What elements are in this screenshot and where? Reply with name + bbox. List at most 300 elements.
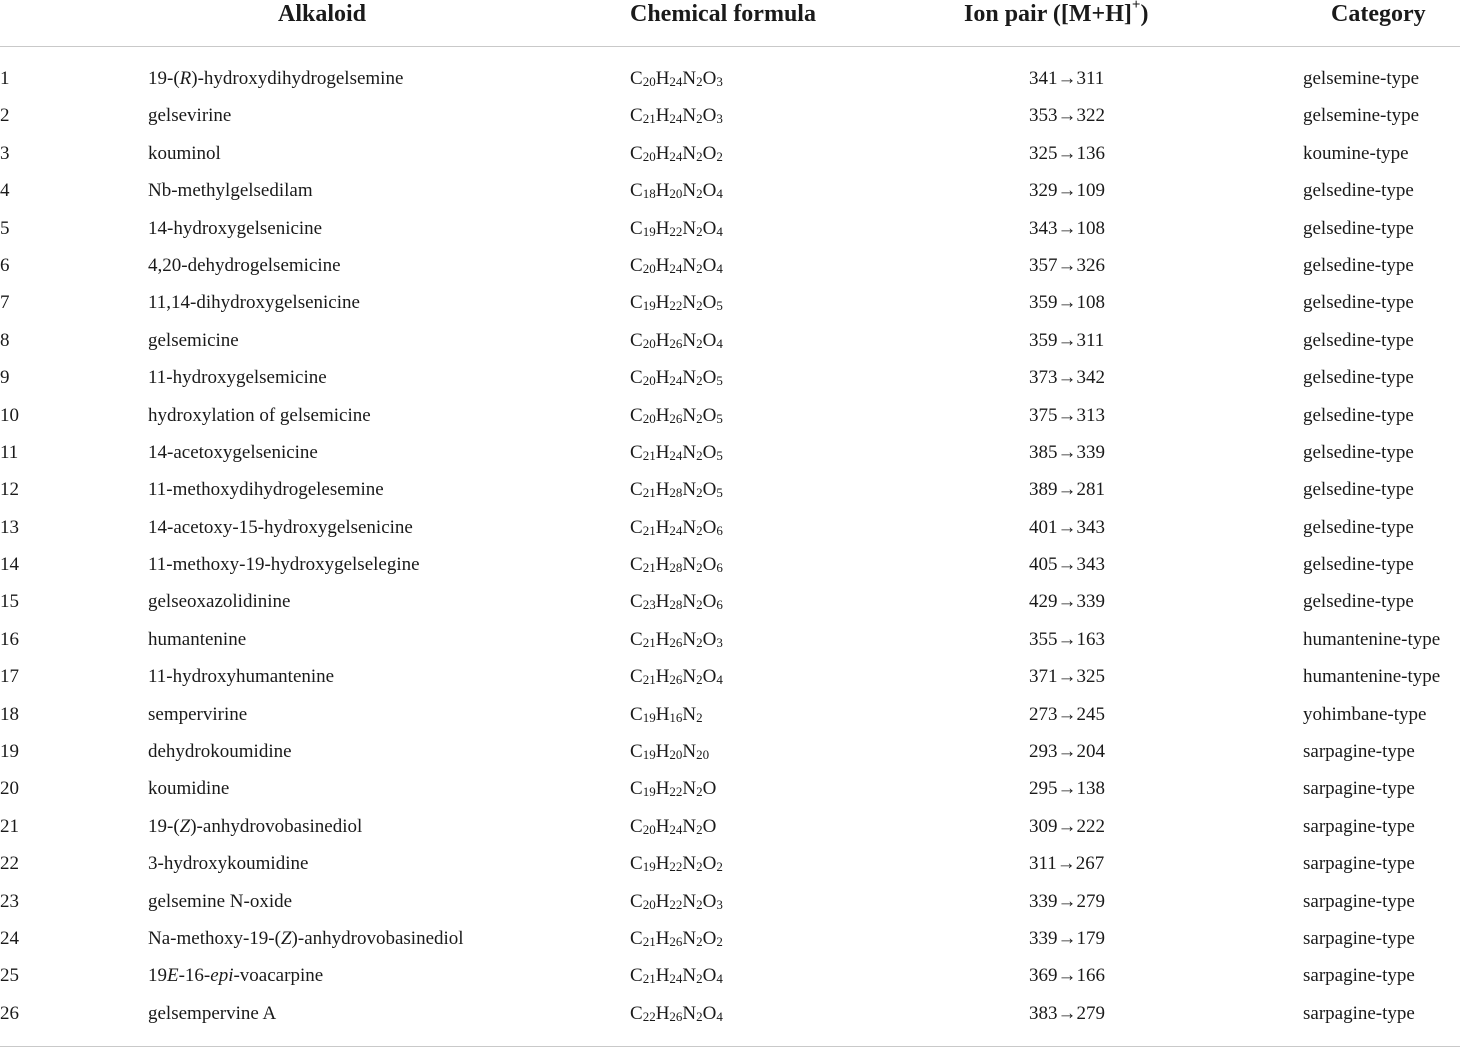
- alkaloid-name-part: epi: [210, 965, 234, 987]
- alkaloid-name-part: gelsempervine A: [148, 1002, 277, 1024]
- formula-element: C: [630, 254, 643, 276]
- chemical-formula: [630, 210, 723, 247]
- formula-element: O: [702, 927, 717, 949]
- formula-subscript: 16: [669, 709, 683, 725]
- formula-element: H: [655, 516, 670, 538]
- formula-subscript: 24: [669, 971, 683, 987]
- formula-element: N: [682, 254, 697, 276]
- header-alkaloid: Alkaloid: [278, 1, 367, 27]
- ion-pair: 341→311: [1029, 68, 1105, 89]
- formula-element: H: [655, 217, 670, 239]
- formula-subscript: 20: [642, 260, 656, 276]
- alkaloid-name: [148, 696, 247, 733]
- formula-subscript: 24: [669, 74, 683, 89]
- formula-subscript: 22: [669, 896, 683, 912]
- formula-subscript: 21: [642, 522, 656, 538]
- header-category: Category: [1331, 1, 1426, 27]
- formula-element: H: [655, 292, 670, 314]
- formula-subscript: 4: [716, 672, 723, 688]
- table-row: [0, 845, 1460, 882]
- alkaloid-name: [148, 60, 403, 97]
- formula-subscript: 6: [716, 597, 723, 613]
- formula-element: O: [702, 853, 717, 875]
- formula-subscript: 2: [696, 298, 703, 314]
- category: sarpagine-type: [1303, 1002, 1415, 1024]
- chemical-formula: [630, 621, 723, 658]
- formula-element: O: [702, 217, 717, 239]
- table-row: [0, 97, 1460, 134]
- formula-element: N: [682, 404, 697, 426]
- formula-element: C: [630, 927, 643, 949]
- alkaloid-name: [148, 471, 384, 508]
- formula-element: C: [630, 703, 643, 725]
- formula-element: O: [702, 479, 717, 501]
- chemical-formula: [630, 733, 709, 770]
- formula-subscript: 19: [642, 859, 656, 875]
- formula-subscript: 21: [642, 111, 656, 127]
- category: sarpagine-type: [1303, 815, 1415, 837]
- formula-subscript: 19: [642, 223, 656, 239]
- formula-element: C: [630, 217, 643, 239]
- formula-element: N: [682, 815, 697, 837]
- table-row: [0, 957, 1460, 994]
- alkaloid-name-part: 14-hydroxygelsenicine: [148, 217, 323, 239]
- category: gelsedine-type: [1303, 180, 1414, 202]
- alkaloid-name-part: gelsevirine: [148, 105, 232, 127]
- formula-subscript: 20: [642, 335, 656, 351]
- alkaloid-name: [148, 210, 322, 247]
- formula-subscript: 22: [642, 1008, 656, 1024]
- formula-subscript: 24: [669, 373, 683, 389]
- ion-pair: 329→109: [1029, 180, 1105, 202]
- formula-element: N: [682, 628, 697, 650]
- formula-element: N: [682, 1002, 697, 1024]
- formula-subscript: 19: [642, 709, 656, 725]
- formula-subscript: 2: [696, 186, 703, 202]
- row-number: 2: [0, 105, 10, 127]
- formula-element: C: [630, 516, 643, 538]
- ion-pair: 355→163: [1029, 628, 1105, 650]
- formula-element: C: [630, 554, 643, 576]
- formula-element: N: [682, 554, 697, 576]
- formula-subscript: 2: [696, 148, 703, 164]
- table-row: [0, 883, 1460, 920]
- category: humantenine-type: [1303, 666, 1441, 688]
- alkaloid-name: [148, 583, 290, 620]
- alkaloid-name-part: 19: [148, 965, 167, 987]
- formula-element: N: [682, 217, 697, 239]
- table-row: [0, 172, 1460, 209]
- formula-subscript: 24: [669, 821, 683, 837]
- alkaloid-name: [148, 172, 313, 209]
- formula-subscript: 26: [669, 335, 683, 351]
- formula-subscript: 24: [669, 447, 683, 463]
- row-number: 13: [0, 516, 19, 538]
- table-row: [0, 808, 1460, 845]
- formula-subscript: 19: [642, 747, 656, 763]
- formula-subscript: 19: [642, 784, 656, 800]
- formula-element: O: [702, 254, 717, 276]
- formula-element: C: [630, 329, 643, 351]
- formula-element: N: [682, 329, 697, 351]
- alkaloid-name-part: gelsemicine: [148, 329, 239, 351]
- formula-subscript: 20: [696, 747, 710, 763]
- formula-subscript: 26: [669, 1008, 683, 1024]
- alkaloid-name: [148, 845, 308, 882]
- table-row: [0, 434, 1460, 471]
- row-number: 25: [0, 965, 19, 987]
- formula-subscript: 20: [642, 896, 656, 912]
- header-ion-pair-close: ): [1140, 1, 1149, 27]
- chemical-formula: [630, 583, 723, 620]
- formula-element: N: [682, 927, 697, 949]
- row-number: 15: [0, 591, 19, 613]
- alkaloid-name-part: )-anhydrovobasinediol: [291, 927, 464, 949]
- row-number: 10: [0, 404, 19, 426]
- alkaloid-name-part: koumidine: [148, 778, 230, 800]
- alkaloid-name-part: 11-methoxy-19-hydroxygelselegine: [148, 554, 420, 576]
- formula-element: N: [682, 367, 697, 389]
- formula-subscript: 2: [716, 859, 723, 875]
- formula-element: O: [702, 142, 717, 164]
- ion-pair: 373→342: [1029, 367, 1105, 389]
- formula-element: C: [630, 105, 643, 127]
- formula-element: H: [655, 927, 670, 949]
- ion-pair: 359→311: [1029, 329, 1105, 351]
- row-number: 6: [0, 254, 10, 276]
- ion-pair: 389→281: [1029, 479, 1105, 501]
- chemical-formula: [630, 434, 723, 471]
- alkaloid-name: [148, 359, 327, 396]
- formula-subscript: 2: [696, 560, 703, 576]
- formula-subscript: 5: [716, 447, 723, 463]
- alkaloid-name: [148, 621, 246, 658]
- alkaloid-name-part: 19-(: [148, 815, 180, 837]
- table-row: [0, 322, 1460, 359]
- row-number: 12: [0, 479, 19, 501]
- formula-subscript: 22: [669, 859, 683, 875]
- alkaloid-name: [148, 995, 276, 1032]
- formula-element: N: [682, 703, 697, 725]
- formula-element: C: [630, 441, 643, 463]
- table-row: [0, 733, 1460, 770]
- formula-element: O: [702, 68, 717, 89]
- alkaloid-name: [148, 509, 413, 546]
- formula-element: C: [630, 479, 643, 501]
- formula-subscript: 19: [642, 298, 656, 314]
- row-number: 9: [0, 367, 10, 389]
- formula-element: O: [702, 105, 717, 127]
- formula-element: N: [682, 890, 697, 912]
- category: humantenine-type: [1303, 628, 1441, 650]
- alkaloid-name-part: -16-: [178, 965, 211, 987]
- formula-subscript: 2: [696, 410, 703, 426]
- formula-element: H: [655, 666, 670, 688]
- alkaloid-name: [148, 808, 362, 845]
- formula-subscript: 22: [669, 784, 683, 800]
- formula-subscript: 26: [669, 933, 683, 949]
- category: sarpagine-type: [1303, 741, 1415, 763]
- formula-subscript: 21: [642, 971, 656, 987]
- formula-element: N: [682, 68, 697, 89]
- formula-element: C: [630, 404, 643, 426]
- formula-element: O: [702, 890, 717, 912]
- alkaloid-name: [148, 770, 229, 807]
- table-header: [0, 0, 1460, 46]
- chemical-formula: [630, 60, 723, 97]
- formula-subscript: 5: [716, 373, 723, 389]
- formula-element: O: [702, 666, 717, 688]
- formula-element: C: [630, 142, 643, 164]
- formula-subscript: 3: [716, 634, 723, 650]
- row-number: 11: [0, 441, 19, 463]
- formula-element: N: [682, 292, 697, 314]
- formula-subscript: 2: [716, 933, 723, 949]
- formula-element: O: [702, 516, 717, 538]
- alkaloid-name: [148, 322, 239, 359]
- alkaloid-name: [148, 957, 323, 994]
- table-row: [0, 60, 1460, 97]
- formula-element: C: [630, 68, 643, 89]
- ion-pair: 339→279: [1029, 890, 1105, 912]
- chemical-formula: [630, 172, 723, 209]
- formula-subscript: 20: [642, 148, 656, 164]
- formula-element: O: [702, 329, 717, 351]
- alkaloid-name-part: 14-acetoxygelsenicine: [148, 441, 318, 463]
- formula-element: C: [630, 591, 643, 613]
- table-row: [0, 658, 1460, 695]
- header-chemical-formula: Chemical formula: [630, 1, 816, 27]
- alkaloid-name-part: Na-methoxy-19-(: [148, 927, 281, 949]
- row-number: 24: [0, 927, 19, 949]
- category: sarpagine-type: [1303, 890, 1415, 912]
- alkaloid-name-part: sempervirine: [148, 703, 248, 725]
- formula-element: C: [630, 778, 643, 800]
- formula-element: N: [682, 105, 697, 127]
- formula-subscript: 4: [716, 223, 723, 239]
- formula-subscript: 21: [642, 447, 656, 463]
- formula-subscript: 26: [669, 634, 683, 650]
- formula-subscript: 2: [696, 485, 703, 501]
- table-row: [0, 696, 1460, 733]
- chemical-formula: [630, 957, 723, 994]
- formula-element: H: [655, 853, 670, 875]
- chemical-formula: [630, 546, 723, 583]
- alkaloid-name-part: 19-(: [148, 68, 180, 89]
- alkaloid-name: [148, 135, 221, 172]
- row-number: 4: [0, 180, 10, 202]
- formula-subscript: 23: [642, 597, 656, 613]
- row-number: 21: [0, 815, 19, 837]
- formula-element: C: [630, 367, 643, 389]
- table-row: [0, 583, 1460, 620]
- table-row: [0, 247, 1460, 284]
- ion-pair: 343→108: [1029, 217, 1105, 239]
- alkaloid-name-part: humantenine: [148, 628, 247, 650]
- alkaloid-name-part: 14-acetoxy-15-hydroxygelsenicine: [148, 516, 413, 538]
- formula-subscript: 28: [669, 597, 683, 613]
- formula-element: O: [702, 778, 717, 800]
- formula-element: C: [630, 1002, 643, 1024]
- row-number: 23: [0, 890, 19, 912]
- formula-element: N: [682, 965, 697, 987]
- formula-element: O: [702, 404, 717, 426]
- formula-subscript: 3: [716, 896, 723, 912]
- formula-subscript: 2: [696, 111, 703, 127]
- category: gelsedine-type: [1303, 404, 1414, 426]
- chemical-formula: [630, 322, 723, 359]
- table-row: [0, 621, 1460, 658]
- formula-element: N: [682, 516, 697, 538]
- formula-element: C: [630, 853, 643, 875]
- alkaloid-name: [148, 546, 420, 583]
- category: koumine-type: [1303, 142, 1409, 164]
- table-row: [0, 546, 1460, 583]
- formula-subscript: 20: [642, 373, 656, 389]
- formula-element: C: [630, 292, 643, 314]
- formula-subscript: 22: [669, 223, 683, 239]
- formula-element: O: [702, 180, 717, 202]
- header-ion-pair-charge: +: [1131, 0, 1141, 13]
- formula-subscript: 20: [642, 74, 656, 89]
- formula-subscript: 18: [642, 186, 656, 202]
- formula-subscript: 2: [696, 260, 703, 276]
- formula-element: H: [655, 591, 670, 613]
- category: yohimbane-type: [1303, 703, 1427, 725]
- category: gelsedine-type: [1303, 554, 1414, 576]
- formula-subscript: 2: [696, 634, 703, 650]
- ion-pair: 295→138: [1029, 778, 1105, 800]
- formula-subscript: 20: [669, 747, 683, 763]
- formula-subscript: 2: [696, 709, 703, 725]
- chemical-formula: [630, 97, 723, 134]
- formula-subscript: 2: [716, 148, 723, 164]
- formula-subscript: 2: [696, 821, 703, 837]
- table-row: [0, 509, 1460, 546]
- table-row: [0, 284, 1460, 321]
- chemical-formula: [630, 920, 723, 957]
- formula-element: H: [655, 254, 670, 276]
- category: gelsemine-type: [1303, 105, 1420, 127]
- row-number: 5: [0, 217, 10, 239]
- formula-element: H: [655, 404, 670, 426]
- formula-element: O: [702, 292, 717, 314]
- alkaloid-name-part: Nb-methylgelsedilam: [148, 180, 313, 202]
- formula-element: H: [655, 142, 670, 164]
- chemical-formula: [630, 359, 723, 396]
- formula-subscript: 2: [696, 373, 703, 389]
- formula-element: H: [655, 741, 670, 763]
- row-number: 16: [0, 628, 19, 650]
- formula-element: H: [655, 965, 670, 987]
- ion-pair: 273→245: [1029, 703, 1105, 725]
- formula-subscript: 20: [642, 821, 656, 837]
- row-number: 1: [0, 68, 10, 89]
- formula-subscript: 3: [716, 74, 723, 89]
- row-number: 3: [0, 142, 10, 164]
- chemical-formula: [630, 808, 716, 845]
- formula-subscript: 21: [642, 560, 656, 576]
- formula-subscript: 21: [642, 672, 656, 688]
- row-number: 7: [0, 292, 10, 314]
- formula-element: N: [682, 142, 697, 164]
- formula-element: H: [655, 778, 670, 800]
- alkaloid-name-part: gelsemine N-oxide: [148, 890, 293, 912]
- formula-subscript: 20: [669, 186, 683, 202]
- row-number: 14: [0, 554, 19, 576]
- formula-element: N: [682, 741, 697, 763]
- alkaloid-name-part: 3-hydroxykoumidine: [148, 853, 309, 875]
- alkaloid-name-part: 11-hydroxyhumantenine: [148, 666, 335, 688]
- formula-subscript: 6: [716, 522, 723, 538]
- table-row: [0, 397, 1460, 434]
- category: sarpagine-type: [1303, 853, 1415, 875]
- ion-pair: 429→339: [1029, 591, 1105, 613]
- formula-element: H: [655, 628, 670, 650]
- category: gelsedine-type: [1303, 292, 1414, 314]
- formula-element: H: [655, 180, 670, 202]
- formula-subscript: 5: [716, 298, 723, 314]
- formula-element: O: [702, 1002, 717, 1024]
- alkaloid-name: [148, 247, 341, 284]
- chemical-formula: [630, 696, 703, 733]
- ion-pair: 383→279: [1029, 1002, 1105, 1024]
- formula-subscript: 2: [696, 447, 703, 463]
- formula-element: O: [702, 965, 717, 987]
- alkaloid-name-part: 11-hydroxygelsemicine: [148, 367, 327, 389]
- formula-subscript: 24: [669, 260, 683, 276]
- table-row: [0, 359, 1460, 396]
- formula-subscript: 2: [696, 971, 703, 987]
- ion-pair: 401→343: [1029, 516, 1105, 538]
- row-number: 18: [0, 703, 19, 725]
- category: gelsedine-type: [1303, 217, 1414, 239]
- table-row: [0, 210, 1460, 247]
- formula-subscript: 24: [669, 111, 683, 127]
- formula-subscript: 4: [716, 260, 723, 276]
- alkaloid-name: [148, 920, 464, 957]
- chemical-formula: [630, 845, 723, 882]
- ion-pair: 353→322: [1029, 105, 1105, 127]
- ion-pair: 359→108: [1029, 292, 1105, 314]
- formula-subscript: 2: [696, 672, 703, 688]
- alkaloid-name-part: Z: [179, 815, 191, 837]
- category: gelsedine-type: [1303, 367, 1414, 389]
- ion-pair: 385→339: [1029, 441, 1105, 463]
- formula-subscript: 28: [669, 485, 683, 501]
- formula-element: H: [655, 329, 670, 351]
- formula-subscript: 2: [696, 335, 703, 351]
- ion-pair: 309→222: [1029, 815, 1105, 837]
- alkaloid-name: [148, 97, 231, 134]
- table-row: [0, 135, 1460, 172]
- formula-element: C: [630, 890, 643, 912]
- category: gelsedine-type: [1303, 329, 1414, 351]
- formula-element: H: [655, 554, 670, 576]
- formula-subscript: 2: [696, 597, 703, 613]
- header-ion-pair-text: Ion pair ([M+H]: [964, 1, 1132, 27]
- table-bottom-rule: [0, 1046, 1460, 1047]
- formula-element: O: [702, 554, 717, 576]
- table-body: [0, 60, 1460, 1032]
- alkaloid-name: [148, 658, 334, 695]
- alkaloid-name: [148, 733, 292, 770]
- formula-subscript: 4: [716, 1008, 723, 1024]
- formula-subscript: 24: [669, 522, 683, 538]
- formula-element: H: [655, 68, 670, 89]
- formula-element: N: [682, 180, 697, 202]
- formula-element: N: [682, 778, 697, 800]
